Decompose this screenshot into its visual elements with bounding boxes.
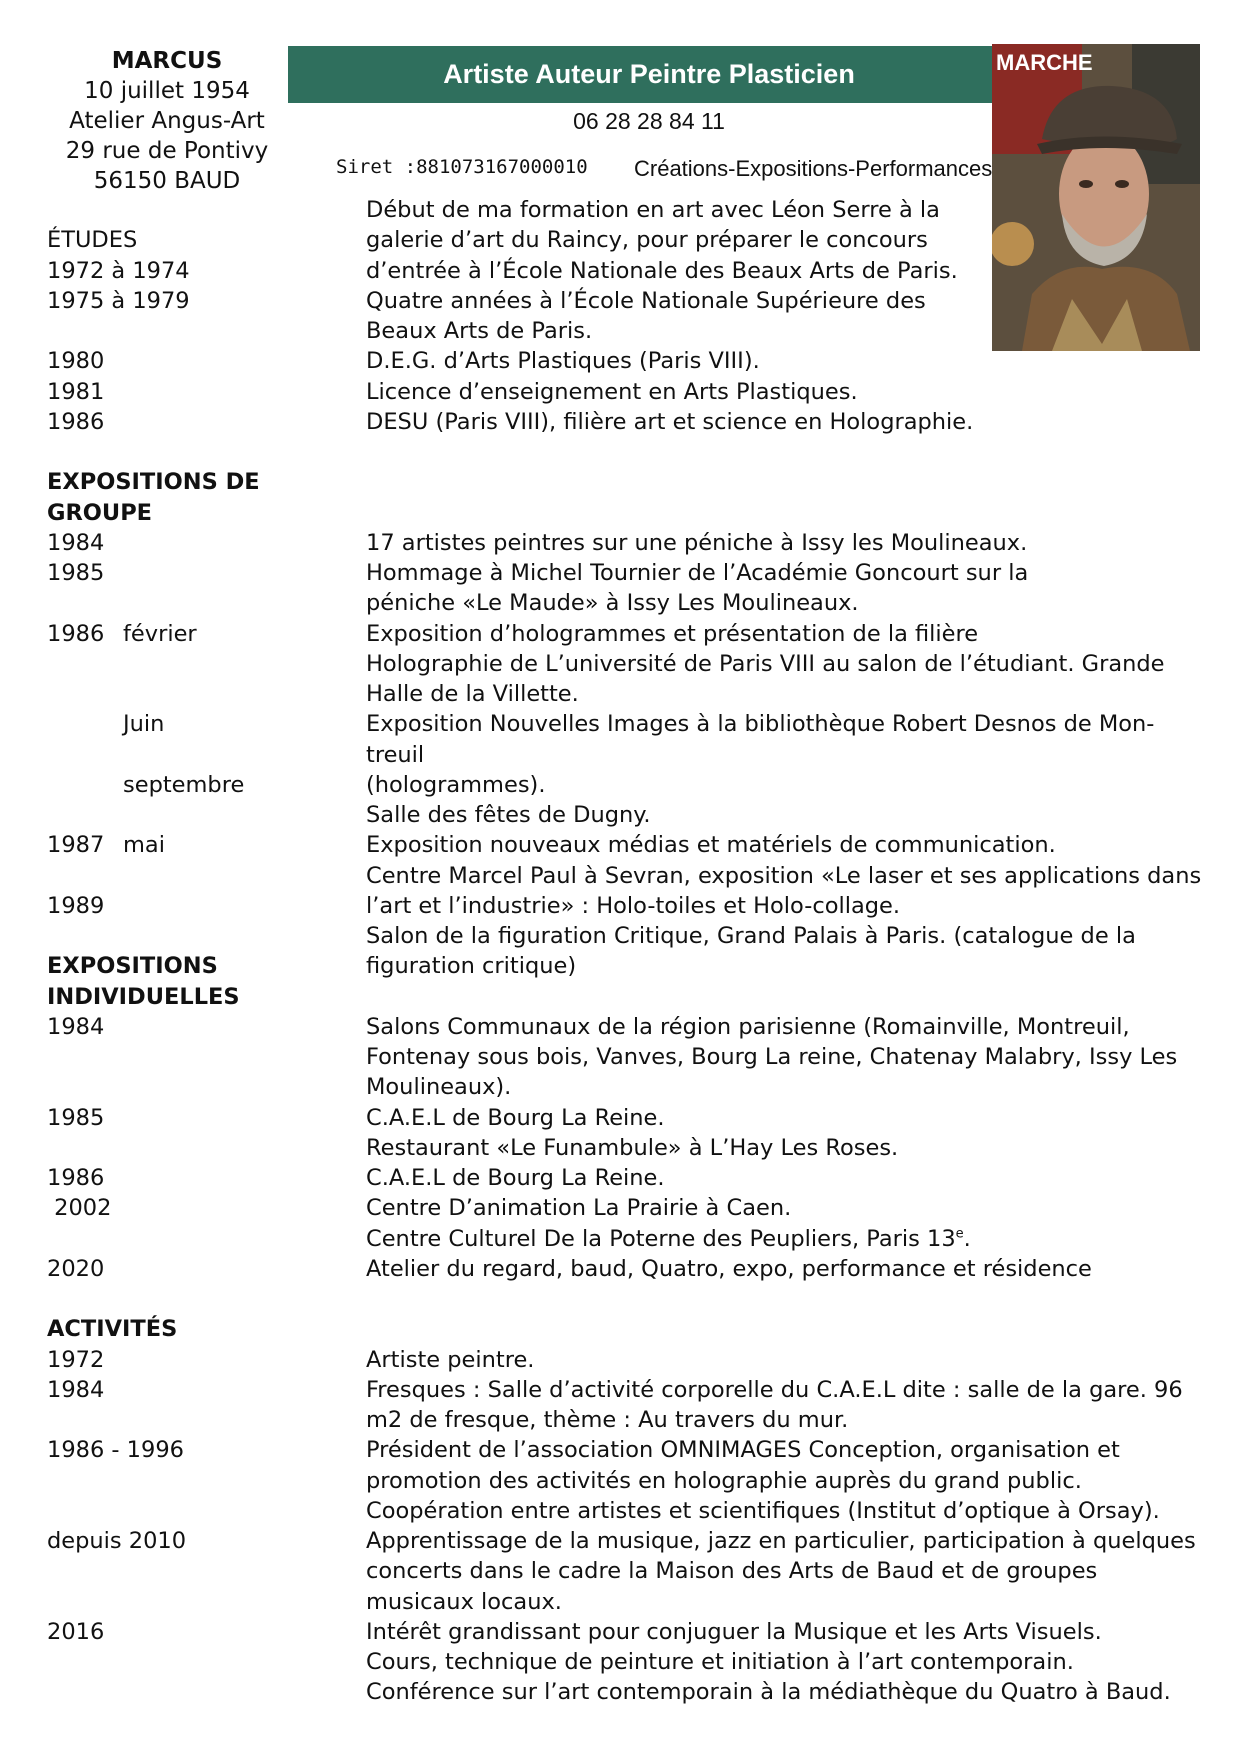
phone-number: 06 28 28 84 11	[573, 108, 725, 134]
etudes-date: 1981	[47, 378, 105, 405]
etudes-date: 1972 à 1974	[47, 257, 190, 284]
atelier-name: Atelier Angus-Art	[69, 108, 265, 134]
activites-line: musicaux locaux.	[366, 1588, 562, 1615]
city-address: 56150 BAUD	[93, 168, 241, 194]
etudes-line: D.E.G. d’Arts Plastiques (Paris VIII).	[366, 348, 760, 375]
groupe-date: 1989	[47, 892, 105, 919]
individuelles-line: C.A.E.L de Bourg La Reine.	[366, 1104, 665, 1131]
groupe-line: (hologrammes).	[366, 771, 546, 798]
individuelles-line-text: Centre Culturel De la Poterne des Peupliers, Paris 13	[366, 1225, 956, 1252]
activites-date: 1986 - 1996	[47, 1437, 184, 1464]
individuelles-line-period: .	[963, 1225, 971, 1252]
groupe-line: Exposition d’hologrammes et présentation de la filière	[366, 620, 979, 647]
activites-line: concerts dans le cadre la Maison des Arts de Baud et de groupes	[366, 1558, 1098, 1585]
groupe-date: 1985	[47, 560, 105, 586]
etudes-date: 1986	[47, 408, 105, 435]
etudes-line: Quatre années à l’École Nationale Supérieure des	[366, 287, 926, 314]
groupe-line: Hommage à Michel Tournier de l’Académie Goncourt sur la	[366, 560, 1029, 586]
groupe-line: Salle des fêtes de Dugny.	[366, 802, 651, 828]
artist-name: MARCUS	[111, 48, 223, 74]
groupe-line: l’art et l’industrie» : Holo-toiles et Holo-collage.	[366, 892, 901, 919]
activites-line: Intérêt grandissant pour conjuguer la Musique et les Arts Visuels.	[366, 1618, 1102, 1645]
etudes-line: Licence d’enseignement en Arts Plastiques.	[366, 378, 858, 405]
individuelles-line-paris13	[366, 1224, 1207, 1254]
activites-date: 1972	[47, 1346, 105, 1373]
photo-sign-text: MARCHE	[996, 50, 1093, 75]
groupe-date-row	[47, 830, 366, 860]
groupe-month: mai	[123, 832, 165, 859]
etudes-line: Beaux Arts de Paris.	[366, 318, 593, 344]
groupe-month: février	[123, 620, 197, 647]
groupe-line: treuil	[366, 741, 425, 768]
groupe-line: Centre Marcel Paul à Sevran, exposition «Le laser et ses applications dans	[366, 862, 1202, 889]
etudes-date: 1975 à 1979	[47, 287, 190, 314]
individuelles-date: 2020	[47, 1255, 105, 1282]
identity-block	[40, 46, 294, 196]
groupe-date: 1987	[47, 832, 105, 859]
individuelles-date: 2002	[47, 1195, 112, 1222]
activites-line: Cours, technique de peinture et initiation à l’art contemporain.	[366, 1649, 1074, 1675]
groupe-line: figuration critique)	[366, 953, 577, 980]
etudes-line: d’entrée à l’École Nationale des Beaux Arts de Paris.	[366, 257, 958, 284]
section-heading-etudes: ÉTUDES	[47, 227, 138, 254]
activites-line: promotion des activités en holographie auprès du grand public.	[366, 1467, 1082, 1494]
etudes-line: Début de ma formation en art avec Léon Serre à la	[366, 197, 940, 223]
activites-date: 1984	[47, 1376, 105, 1403]
groupe-date: 1986	[47, 620, 105, 647]
groupe-line: 17 artistes peintres sur une péniche à Issy les Moulineaux.	[366, 529, 1028, 556]
superscript-e: e	[955, 1226, 964, 1241]
birthdate: 10 juillet 1954	[84, 78, 250, 104]
groupe-line: Halle de la Villette.	[366, 681, 579, 707]
individuelles-line: Moulineaux).	[366, 1074, 512, 1101]
activites-line: m2 de fresque, thème : Au travers du mur.	[366, 1407, 849, 1433]
groupe-line: péniche «Le Maude» à Issy Les Moulineaux.	[366, 590, 859, 617]
groupe-month: Juin	[123, 711, 165, 738]
section-heading-individuelles-2: INDIVIDUELLES	[47, 983, 240, 1010]
activites-line: Conférence sur l’art contemporain à la médiathèque du Quatro à Baud.	[366, 1679, 1171, 1706]
section-heading-activites: ACTIVITÉS	[47, 1316, 178, 1343]
street-address: 29 rue de Pontivy	[65, 138, 269, 164]
individuelles-line: Salons Communaux de la région parisienne (Romainville, Montreuil,	[366, 1013, 1130, 1040]
individuelles-line: Fontenay sous bois, Vanves, Bourg La reine, Chatenay Malabry, Issy Les	[366, 1044, 1178, 1070]
groupe-line: Exposition Nouvelles Images à la bibliothèque Robert Desnos de Mon-	[366, 711, 1155, 738]
individuelles-line: Atelier du regard, baud, Quatro, expo, performance et résidence	[366, 1255, 1092, 1282]
activites-line: Coopération entre artistes et scientifiques (Institut d’optique à Orsay).	[366, 1497, 1160, 1524]
groupe-month: septembre	[123, 771, 245, 798]
activities-tagline: Créations-Expositions-Performances	[634, 156, 993, 181]
individuelles-date: 1986	[47, 1165, 105, 1191]
individuelles-line: Restaurant «Le Funambule» à L’Hay Les Roses.	[366, 1134, 899, 1161]
activites-date: depuis 2010	[47, 1528, 187, 1554]
activites-line: Artiste peintre.	[366, 1346, 535, 1373]
groupe-line: Exposition nouveaux médias et matériels de communication.	[366, 832, 1056, 859]
groupe-line: Salon de la figuration Critique, Grand Palais à Paris. (catalogue de la	[366, 923, 1136, 949]
groupe-date: 1984	[47, 529, 105, 556]
etudes-line: galerie d’art du Raincy, pour préparer le concours	[366, 227, 928, 254]
individuelles-date: 1984	[47, 1013, 105, 1040]
section-heading-groupe: EXPOSITIONS DE	[47, 469, 260, 496]
individuelles-line: C.A.E.L de Bourg La Reine.	[366, 1165, 665, 1191]
individuelles-date: 1985	[47, 1104, 105, 1131]
activites-line: Fresques : Salle d’activité corporelle du C.A.E.L dite : salle de la gare. 96	[366, 1376, 1183, 1403]
groupe-date-row	[47, 619, 366, 649]
section-heading-individuelles: EXPOSITIONS	[47, 953, 218, 980]
banner-title: Artiste Auteur Peintre Plasticien	[443, 59, 855, 89]
section-heading-groupe-2: GROUPE	[47, 499, 153, 526]
etudes-date: 1980	[47, 348, 105, 375]
activites-date: 2016	[47, 1618, 105, 1645]
etudes-line: DESU (Paris VIII), filière art et science en Holographie.	[366, 408, 974, 435]
title-banner	[288, 46, 1010, 103]
siret-number: Siret :881073167000010	[336, 156, 588, 178]
activites-line: Apprentissage de la musique, jazz en particulier, participation à quelques	[366, 1528, 1196, 1554]
activites-line: Président de l’association OMNIMAGES Conception, organisation et	[366, 1437, 1120, 1464]
individuelles-line: Centre D’animation La Prairie à Caen.	[366, 1195, 792, 1222]
groupe-line: Holographie de L’université de Paris VIII au salon de l’étudiant. Grande	[366, 650, 1165, 677]
cv-body	[47, 195, 1207, 1708]
